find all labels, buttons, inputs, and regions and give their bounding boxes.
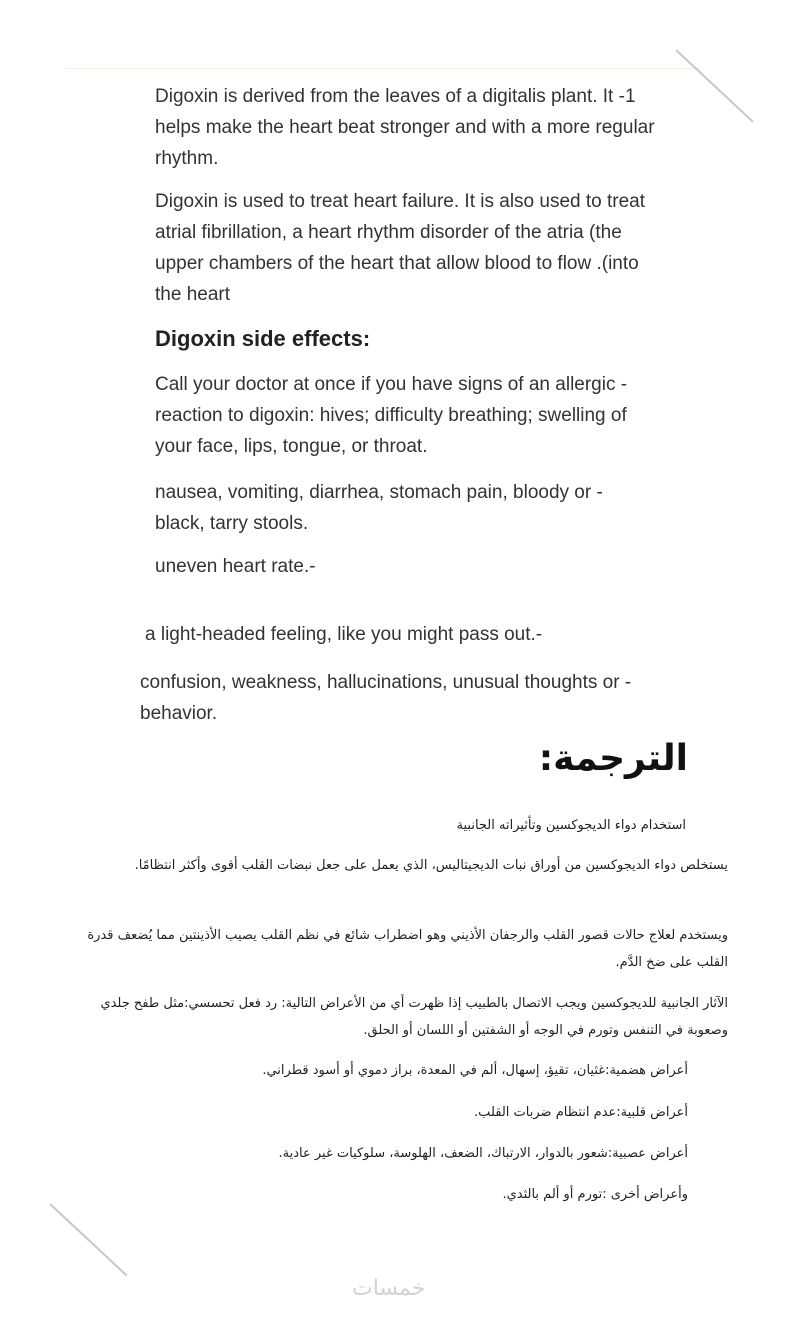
translation-title: الترجمة: bbox=[538, 738, 688, 779]
translation-line: أعراض هضمية:غثيان، تقيؤ، إسهال، ألم في المعدة، براز دموي أو أسود قطراني. bbox=[262, 1063, 688, 1078]
translation-line: الآثار الجانبية للديجوكسين ويجب الاتصال بالطبيب إذا ظهرت أي من الأعراض التالية: رد فعل تحسسي:مثل طفح جلدي وصعوبة في التنفس وتورم في الوجه أو الشفتين أو اللسان أو الحلق. bbox=[100, 996, 728, 1038]
side-effect-digestive: nausea, vomiting, diarrhea, stomach pain, bloody or - black, tarry stools. bbox=[155, 482, 603, 534]
side-effect-allergic: Call your doctor at once if you have signs of an allergic - reaction to digoxin: hives; difficulty breathing; swelling of your face, lips, tongue, or throat. bbox=[155, 374, 628, 457]
translation-line: أعراض عصبية:شعور بالدوار، الارتباك، الضعف، الهلوسة، سلوكيات غير عادية. bbox=[278, 1146, 688, 1161]
paragraph-uses: Digoxin is used to treat heart failure. It is also used to treat atrial fibrillation, a heart rhythm disorder of the atria (the upper chambers of the heart that allow blood to flow .(into the heart bbox=[155, 191, 646, 305]
side-effect-confusion: confusion, weakness, hallucinations, unusual thoughts or - behavior. bbox=[140, 672, 632, 724]
watermark-logo: خمسات bbox=[352, 1276, 426, 1301]
paragraph-origin: Digoxin is derived from the leaves of a digitalis plant. It -1 helps make the heart beat stronger and with a more regular rhythm. bbox=[155, 86, 655, 169]
side-effect-light-headed: a light-headed feeling, like you might pass out.- bbox=[145, 624, 543, 645]
translation-line: ويستخدم لعلاج حالات قصور القلب والرجفان الأذيني وهو اضطراب شائع في نظم القلب يصيب الأذينتين مما يُضعف قدرة القلب على ضخ الدَّم. bbox=[87, 928, 728, 970]
translation-line: وأعراض أخرى :تورم أو ألم بالثدي. bbox=[502, 1187, 688, 1202]
translation-line: يستخلص دواء الديجوكسين من أوراق نبات الديجيتاليس، الذي يعمل على جعل نبضات القلب أقوى وأكثر انتظامًا. bbox=[134, 858, 728, 873]
translation-line: أعراض قلبية:عدم انتظام ضربات القلب. bbox=[474, 1105, 688, 1120]
side-effect-heart-rate: uneven heart rate.- bbox=[155, 556, 316, 577]
side-effects-heading: Digoxin side effects: bbox=[155, 326, 371, 351]
translation-line: استخدام دواء الديجوكسين وتأثيراته الجانبية bbox=[456, 818, 686, 833]
decorative-corner-line bbox=[49, 1203, 127, 1276]
